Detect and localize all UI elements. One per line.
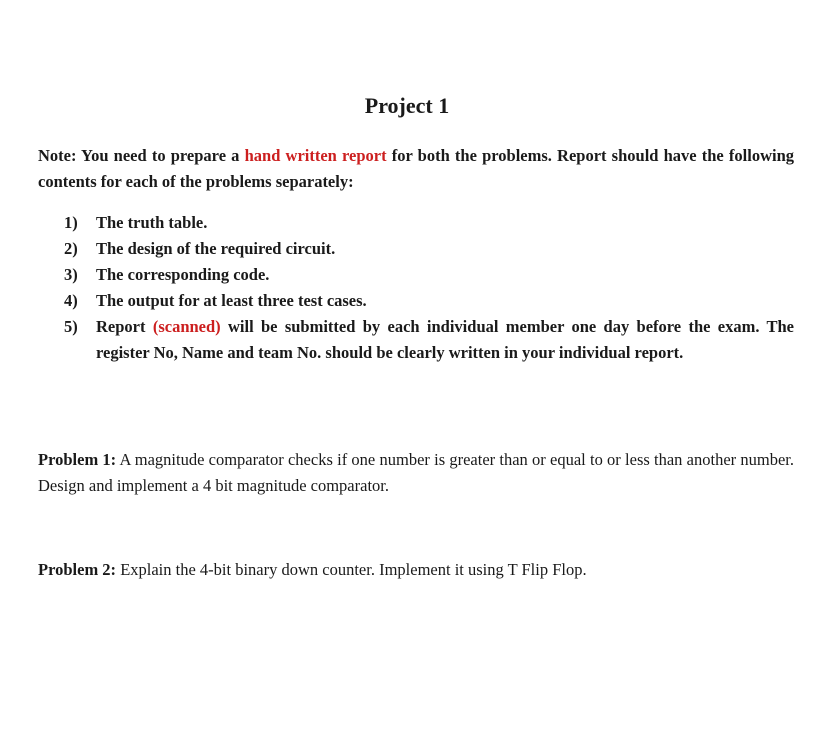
list-item [64, 288, 794, 314]
problem-2-text: Explain the 4-bit binary down counter. Implement it using T Flip Flop. [116, 560, 587, 579]
problem-2 [38, 557, 794, 583]
list-item-text: The truth table. [96, 213, 208, 232]
list-item-prefix: Report [96, 317, 153, 336]
problem-1-text: A magnitude comparator checks if one number is greater than or equal to or less than another number. Design and implement a 4 bit magnitude comparator. [38, 450, 794, 495]
list-item-text [96, 317, 794, 362]
contents-list [64, 210, 794, 366]
problem-1 [38, 447, 794, 499]
list-item-suffix: will be submitted by each individual member one day before the exam. The register No, Name and team No. should be clearly written in your individual report. [96, 317, 795, 362]
list-item [64, 210, 794, 236]
list-item-text: The design of the required circuit. [96, 239, 336, 258]
page-title: Project 1 [364, 93, 450, 118]
list-item-number: 1) [64, 213, 78, 232]
note-suffix: for both the problems. Report should have the following contents for each of the problems separately: [38, 146, 795, 191]
list-item [64, 262, 794, 288]
problem-2-label: Problem 2: [38, 560, 117, 579]
list-item-number: 4) [64, 291, 78, 310]
note-paragraph [38, 143, 794, 195]
list-item-number: 2) [64, 239, 78, 258]
problem-1-label: Problem 1: [38, 450, 117, 469]
note-prefix: Note: You need to prepare a [38, 146, 245, 165]
list-item-number: 5) [64, 317, 78, 336]
list-item-text: The output for at least three test cases. [96, 291, 367, 310]
list-item [64, 314, 794, 366]
list-item-number: 3) [64, 265, 78, 284]
list-item [64, 236, 794, 262]
note-highlight: hand written report [244, 146, 387, 165]
list-item-highlight: (scanned) [152, 317, 221, 336]
list-item-text: The corresponding code. [96, 265, 270, 284]
